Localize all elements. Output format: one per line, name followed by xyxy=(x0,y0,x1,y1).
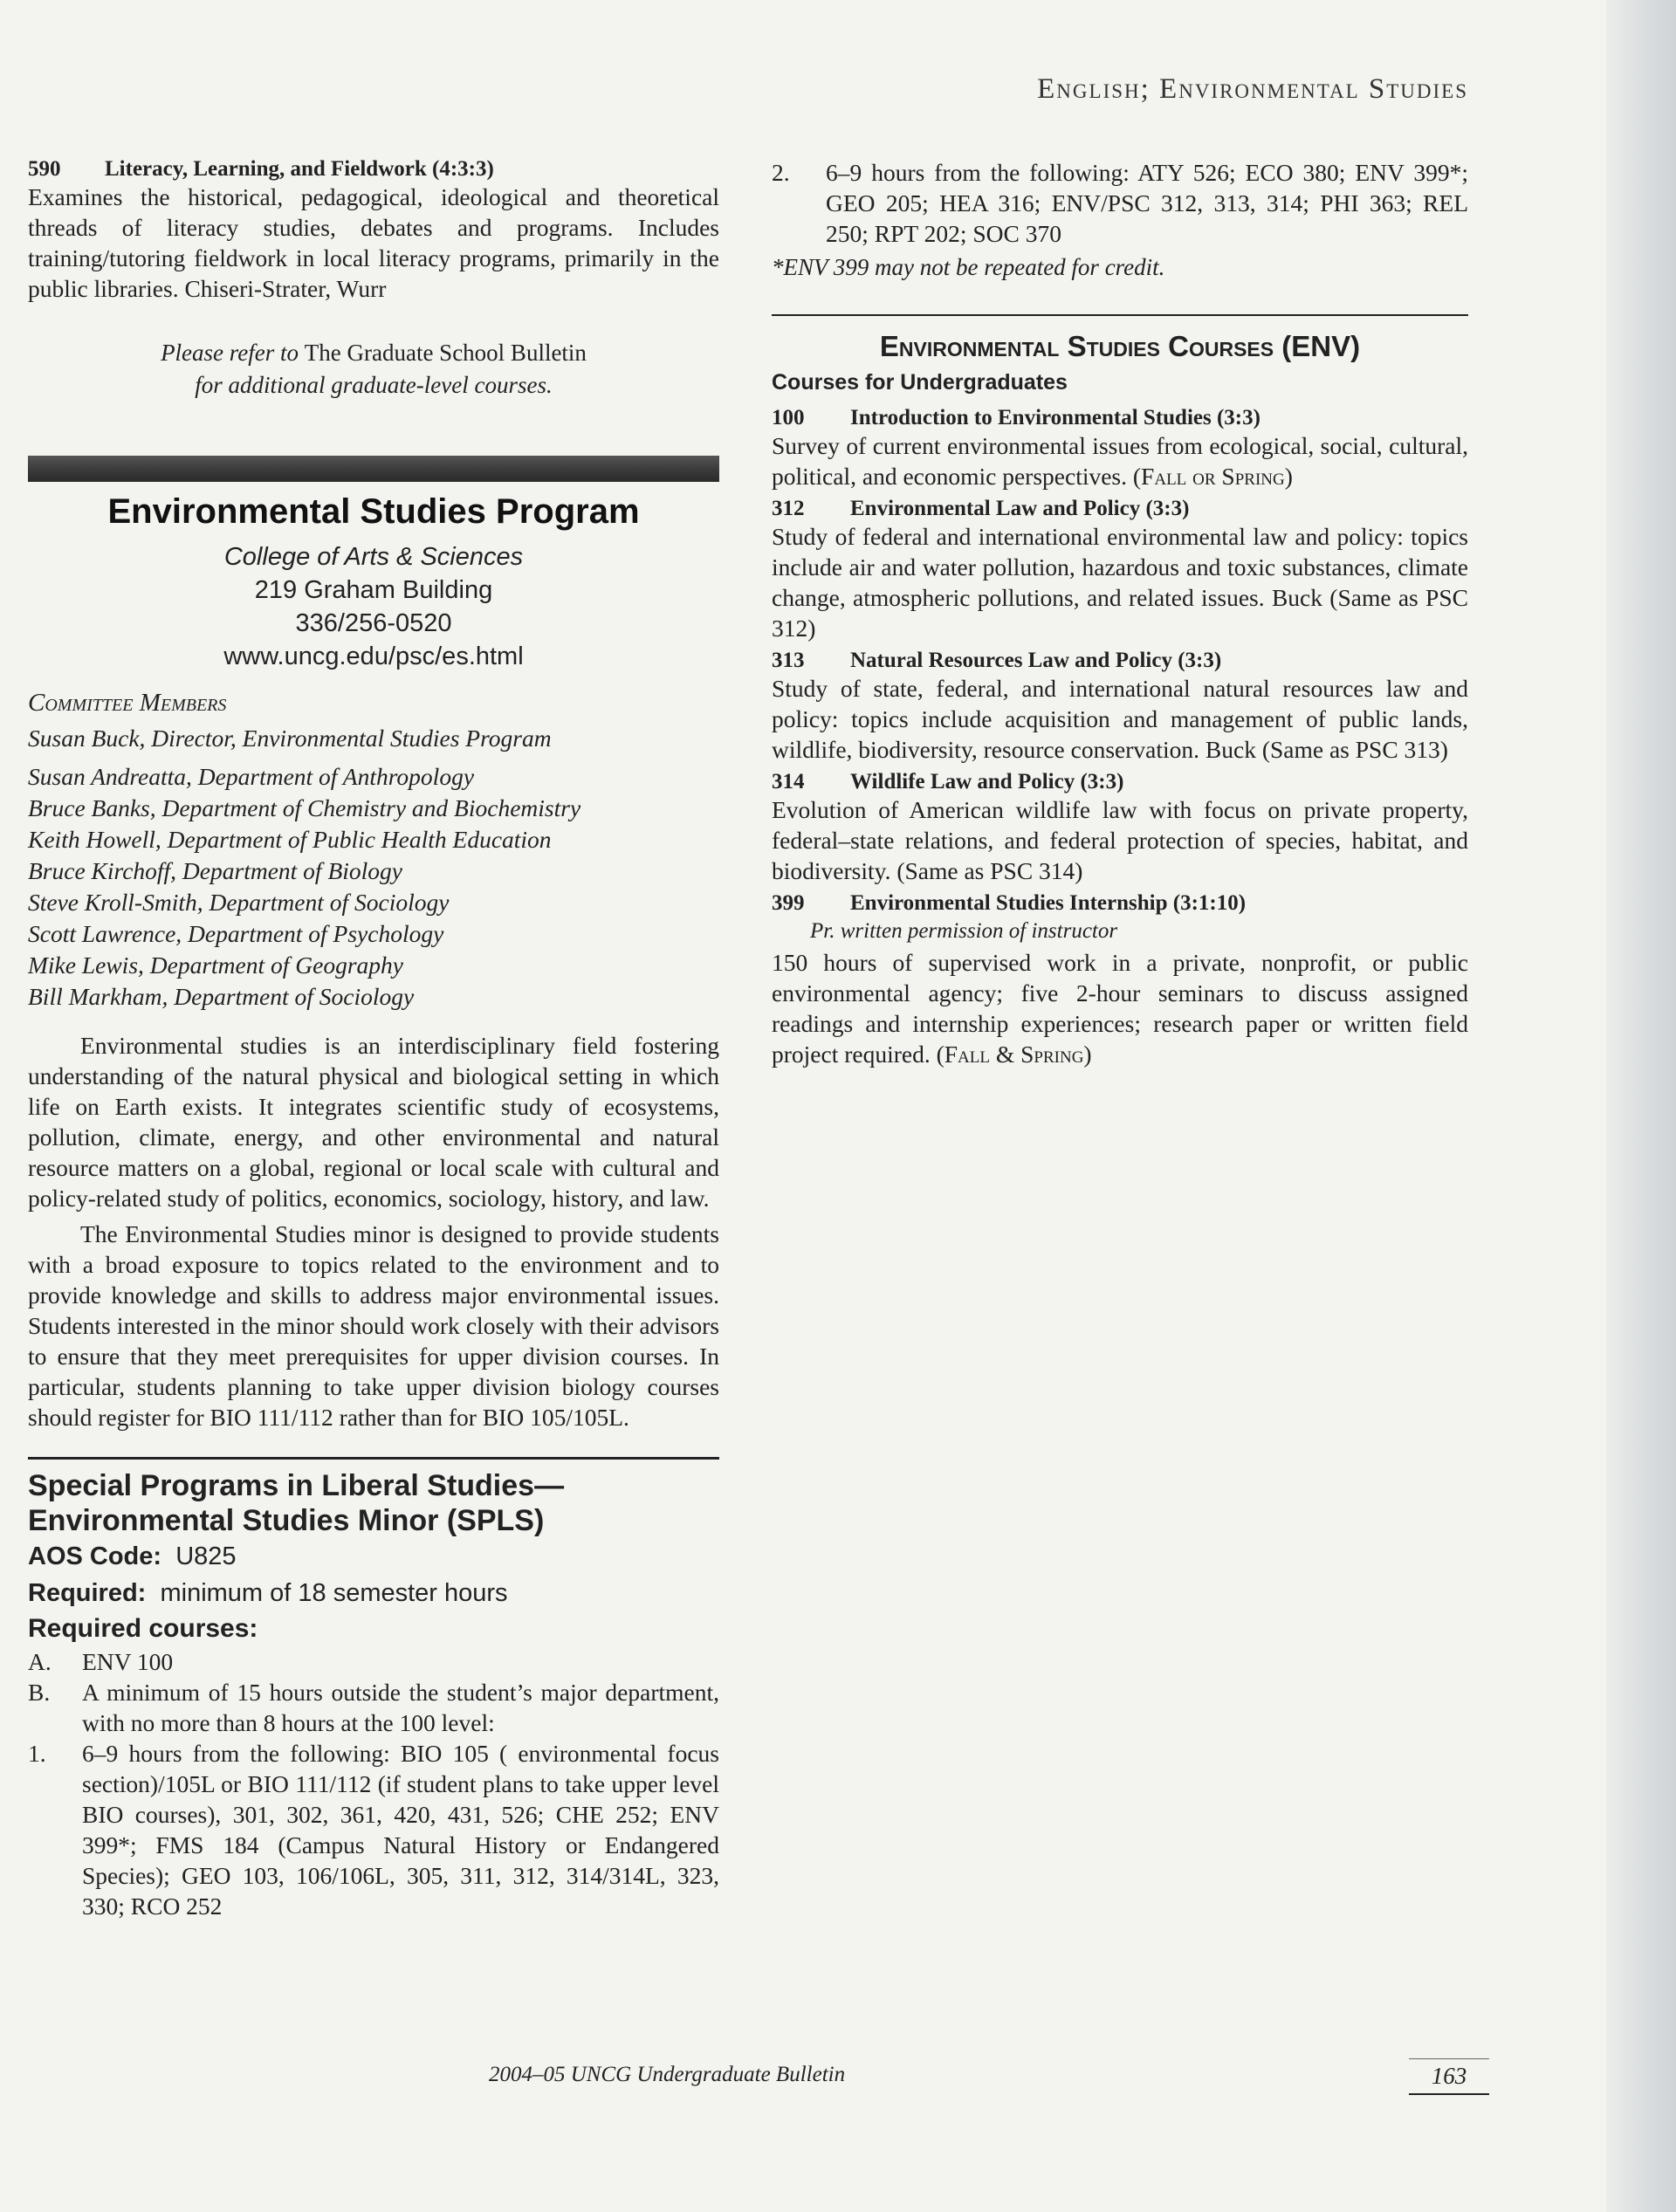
refer-text-c: for additional graduate-level courses. xyxy=(195,372,553,398)
page-footer: 2004–05 UNCG Undergraduate Bulletin xyxy=(489,2063,846,2086)
course-number: 313 xyxy=(772,649,805,672)
course-number: 399 xyxy=(772,891,805,915)
course-heading xyxy=(772,770,1468,794)
course-399 xyxy=(772,891,1468,1069)
required-label: Required: xyxy=(28,1579,147,1607)
requirement-text: A minimum of 15 hours outside the student’s major department, with no more than 8 hours at the 100 level: xyxy=(82,1679,719,1736)
env-courses-title: Environmental Studies Courses (ENV) xyxy=(879,330,1361,362)
committee-member: Susan Buck, Director, Environmental Studies Program xyxy=(28,725,552,752)
requirement-marker: B. xyxy=(28,1679,51,1706)
requirement-item xyxy=(28,1677,719,1738)
committee-member: Bill Markham, Department of Sociology xyxy=(28,983,415,1010)
course-314 xyxy=(772,770,1468,886)
course-number: 314 xyxy=(772,770,805,793)
course-description: Study of state, federal, and international natural resources law and policy: topics include acquisition and management of public lands, wildlife, biodiversity, resource conservation. Buck (Same as PSC 313) xyxy=(772,675,1468,763)
committee-member: Susan Andreatta, Department of Anthropology xyxy=(28,763,475,790)
graduate-bulletin-note xyxy=(28,337,719,402)
requirement-text: ENV 100 xyxy=(82,1648,174,1675)
spls-title-line-1: Special Programs in Liberal Studies— xyxy=(28,1469,565,1502)
program-url: www.uncg.edu/psc/es.html xyxy=(223,642,524,670)
course-590-heading xyxy=(28,157,719,182)
committee-member: Keith Howell, Department of Public Health Education xyxy=(28,826,552,853)
course-title: Literacy, Learning, and Fieldwork (4:3:3) xyxy=(105,157,494,181)
committee-member: Bruce Banks, Department of Chemistry and Biochemistry xyxy=(28,794,581,821)
course-title: Natural Resources Law and Policy (3:3) xyxy=(850,649,1222,672)
course-number: 312 xyxy=(772,497,805,520)
minor-description-paragraph: The Environmental Studies minor is designed to provide students with a broad exposure to topics related to the environment and to provide knowledge and skills to address major environmental issues. Students interested in the minor should work closely with their advisors to ensure that they meet prerequisites for upper division courses. In particular, students planning to take upper division biology courses should register for BIO 111/112 rather than for BIO 105/105L. xyxy=(28,1220,719,1431)
required-hours-row xyxy=(28,1575,719,1611)
course-title: Wildlife Law and Policy (3:3) xyxy=(850,770,1124,793)
requirement-item xyxy=(28,1646,719,1677)
course-prerequisite: Pr. written permission of instructor xyxy=(810,919,1118,943)
page-number: 163 xyxy=(1409,2058,1489,2095)
course-heading xyxy=(772,891,1468,916)
course-heading xyxy=(772,497,1468,521)
course-term: (Fall or Spring) xyxy=(1132,463,1293,490)
right-column xyxy=(772,157,1468,1069)
course-590-description: Examines the historical, pedagogical, ideological and theoretical threads of literacy studies, debates and programs. Includes training/tutoring fieldwork in local literacy programs, primarily in the public libraries. Chiseri-Strater, Wurr xyxy=(28,183,719,302)
course-number: 590 xyxy=(28,157,61,181)
requirement-text: 6–9 hours from the following: ATY 526; ECO 380; ENV 399*; GEO 205; HEA 316; ENV/PSC 312, 313, 314; PHI 363; REL 250; RPT 202; SOC 370 xyxy=(826,159,1468,247)
course-title: Environmental Law and Policy (3:3) xyxy=(850,497,1190,520)
requirement-item xyxy=(772,157,1468,249)
course-description-text: 150 hours of supervised work in a private, nonprofit, or public environmental agency; five 2-hour seminars to discuss assigned readings and internship experiences; research paper or written field project required. xyxy=(772,949,1468,1068)
program-title: Environmental Studies Program xyxy=(107,492,640,531)
program-description-paragraph: Environmental studies is an interdisciplinary field fostering understanding of the natural physical and biological setting in which life on Earth exists. It integrates scientific study of ecosystems, pollution, climate, energy, and other environmental and natural resource matters on a global, regional or local scale with cultural and policy-related study of politics, economics, sociology, history, and law. xyxy=(28,1032,719,1212)
course-term: (Fall & Spring) xyxy=(936,1041,1092,1068)
page-edge-shadow xyxy=(1606,0,1676,2212)
section-rule xyxy=(772,314,1468,316)
left-column xyxy=(28,157,719,1921)
running-head: English; Environmental Studies xyxy=(1037,73,1468,105)
refer-bulletin-name: The Graduate School Bulletin xyxy=(304,340,587,366)
course-description: Study of federal and international environmental law and policy: topics include air and water pollution, hazardous and toxic substances, climate change, atmospheric pollutions, and related issues. Buck (Same as PSC 312) xyxy=(772,523,1468,642)
course-title: Environmental Studies Internship (3:1:10) xyxy=(850,891,1247,915)
course-description: Evolution of American wildlife law with focus on private property, federal–state relations, and federal protection of species, habitat, and biodiversity. (Same as PSC 314) xyxy=(772,796,1468,884)
course-description xyxy=(772,430,1468,491)
program-contact xyxy=(28,540,719,673)
env-399-note: *ENV 399 may not be repeated for credit. xyxy=(772,254,1165,280)
undergrad-courses-subtitle: Courses for Undergraduates xyxy=(772,370,1068,395)
requirement-item xyxy=(28,1738,719,1921)
committee-member: Steve Kroll-Smith, Department of Sociology xyxy=(28,889,450,916)
course-100 xyxy=(772,406,1468,491)
course-heading xyxy=(772,406,1468,430)
committee-members-label: Committee Members xyxy=(28,689,227,717)
course-description xyxy=(772,947,1468,1069)
course-title: Introduction to Environmental Studies (3:3) xyxy=(850,406,1260,429)
spls-title-line-2: Environmental Studies Minor (SPLS) xyxy=(28,1504,545,1537)
committee-member: Bruce Kirchoff, Department of Biology xyxy=(28,857,402,884)
committee-member: Scott Lawrence, Department of Psychology xyxy=(28,920,444,947)
course-description-text: Survey of current environmental issues from ecological, social, cultural, political, and economic perspectives. xyxy=(772,432,1468,490)
requirement-marker: 1. xyxy=(28,1740,46,1767)
aos-code-row xyxy=(28,1538,719,1575)
section-rule xyxy=(28,1457,719,1460)
phone-number: 336/256-0520 xyxy=(295,609,452,637)
aos-code-value: U825 xyxy=(175,1542,237,1570)
required-value: minimum of 18 semester hours xyxy=(160,1579,508,1607)
requirement-text: 6–9 hours from the following: BIO 105 ( environmental focus section)/105L or BIO 111/112 (if student plans to take upper level BIO courses), 301, 302, 361, 420, 431, 526; CHE 252; ENV 399*; FMS 184 (Campus Natural History or Endangered Species); GEO 103, 106/106L, 305, 311, 312, 314/314L, 323, 330; RCO 252 xyxy=(82,1740,719,1920)
refer-text-a: Please refer to xyxy=(161,340,299,366)
requirement-marker: 2. xyxy=(772,159,790,186)
required-courses-label: Required courses: xyxy=(28,1614,258,1643)
course-313 xyxy=(772,649,1468,765)
building-address: 219 Graham Building xyxy=(254,576,493,604)
aos-code-label: AOS Code: xyxy=(28,1542,162,1570)
committee-member: Mike Lewis, Department of Geography xyxy=(28,951,403,979)
requirement-marker: A. xyxy=(28,1648,52,1675)
college-name: College of Arts & Sciences xyxy=(223,543,524,571)
section-banner-rule xyxy=(28,456,719,482)
course-heading xyxy=(772,649,1468,673)
course-number: 100 xyxy=(772,406,805,429)
course-312 xyxy=(772,497,1468,643)
